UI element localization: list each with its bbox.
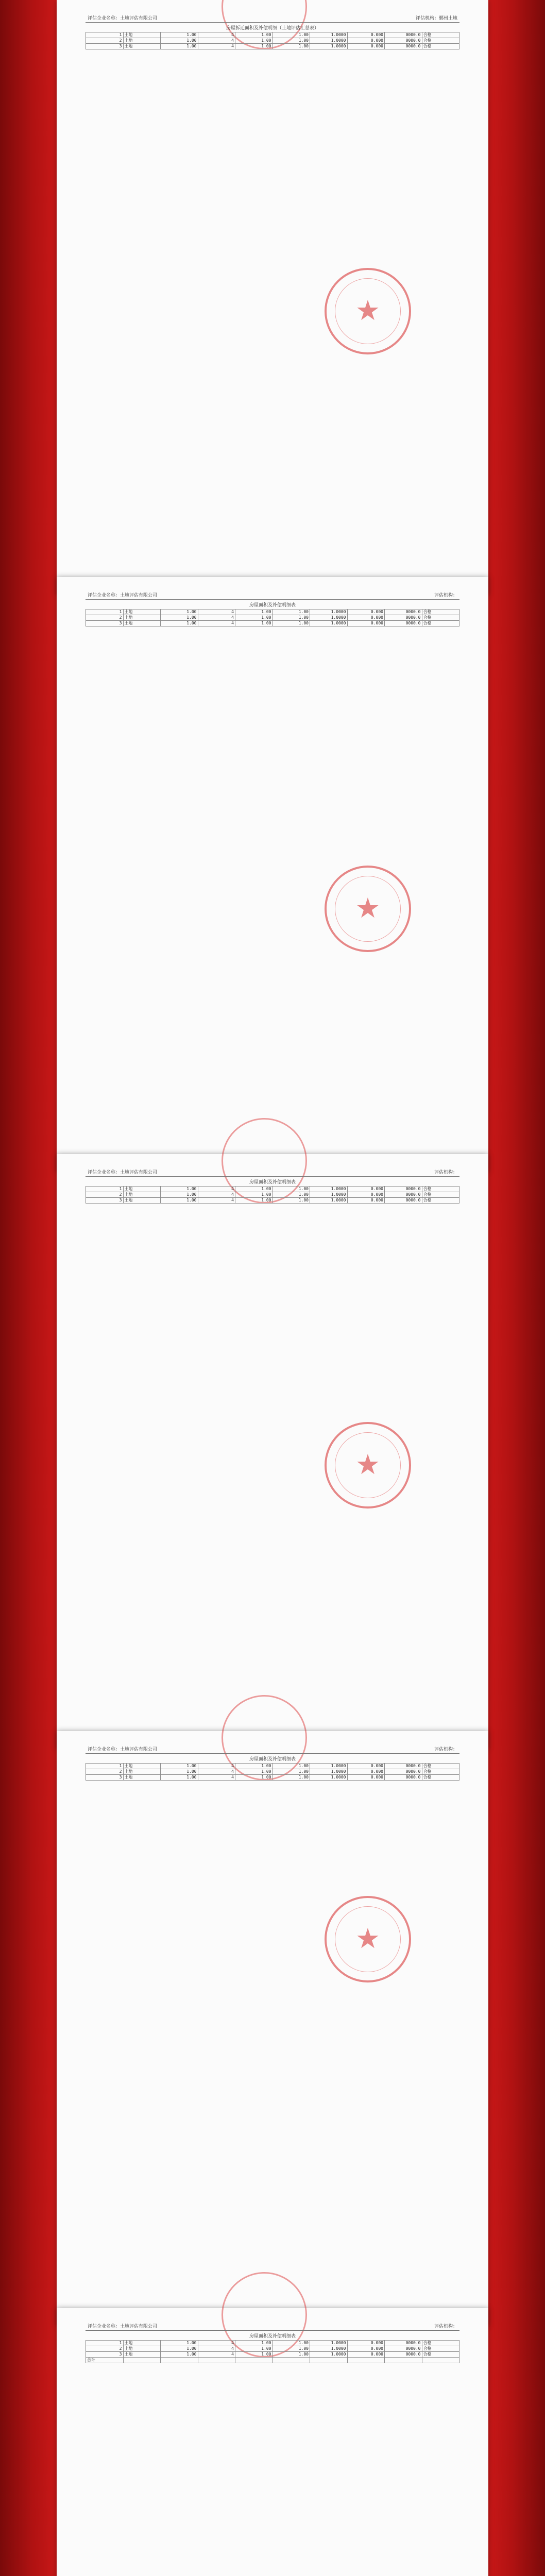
table-row (86, 621, 459, 626)
table-cell: 1.0000 (310, 1775, 348, 1781)
page-content (86, 590, 459, 626)
table-cell: 1.00 (272, 2352, 310, 2358)
table-cell: 合格 (422, 621, 459, 626)
table-cell: 土地 (123, 2352, 161, 2358)
table-cell: 4 (198, 1775, 235, 1781)
table-cell: 0000.0 (385, 2341, 422, 2346)
page-header (86, 1167, 459, 1177)
table-cell: 0.000 (347, 1187, 385, 1192)
table-cell: 合格 (422, 1775, 459, 1781)
table-cell: 0000.0 (385, 32, 422, 38)
table-cell: 4 (198, 1769, 235, 1775)
table-cell: 1.0000 (310, 615, 348, 621)
table-cell: 1.00 (272, 38, 310, 44)
table-row (86, 44, 459, 49)
table-cell: 1.00 (272, 2341, 310, 2346)
table-cell: 1.00 (235, 615, 273, 621)
table-cell: 1.00 (235, 44, 273, 49)
table-body (86, 609, 459, 626)
table-cell: 3 (86, 621, 124, 626)
table-cell: 0000.0 (385, 2352, 422, 2358)
table-cell: 1.00 (161, 2341, 198, 2346)
table-cell: 1.00 (235, 1198, 273, 1204)
table-cell: 1.00 (235, 1764, 273, 1769)
table-cell: 土地 (123, 38, 161, 44)
page-header (86, 590, 459, 600)
page-title: 房屋面积及补偿明细表 (249, 2334, 296, 2339)
seal-stamp (325, 866, 411, 952)
table-cell: 土地 (123, 1192, 161, 1198)
table-row (86, 1775, 459, 1781)
table-row (86, 1764, 459, 1769)
table-cell: 1.00 (161, 32, 198, 38)
table-cell: 0.000 (347, 38, 385, 44)
table-body (86, 32, 459, 49)
data-table (86, 32, 459, 49)
table-cell: 1.00 (235, 2352, 273, 2358)
table-cell: 2 (86, 1192, 124, 1198)
table-cell: 合计 (86, 2358, 124, 2363)
table-cell: 2 (86, 2346, 124, 2352)
table-cell: 4 (198, 2341, 235, 2346)
data-table (86, 1186, 459, 1204)
page-header (86, 2321, 459, 2331)
table-cell: 土地 (123, 615, 161, 621)
page-content (86, 1744, 459, 1781)
table-cell: 土地 (123, 1187, 161, 1192)
table-cell: 1.00 (235, 2341, 273, 2346)
table-cell: 0000.0 (385, 1764, 422, 1769)
table-total-row (86, 2358, 459, 2363)
page-content (86, 13, 459, 49)
table-row (86, 2341, 459, 2346)
table-cell: 合格 (422, 2346, 459, 2352)
table-cell: 2 (86, 38, 124, 44)
table-cell: 1.00 (235, 2346, 273, 2352)
table-row (86, 38, 459, 44)
table-cell: 1.00 (272, 1187, 310, 1192)
table-cell: 1.0000 (310, 2341, 348, 2346)
table-cell (235, 2358, 273, 2363)
table-cell: 1.0000 (310, 44, 348, 49)
table-cell: 0.000 (347, 615, 385, 621)
table-cell: 1.00 (161, 1187, 198, 1192)
table-cell: 土地 (123, 44, 161, 49)
header-right: 评估机构： (434, 593, 457, 598)
seal-stamp (325, 1422, 411, 1509)
table-cell: 1.00 (272, 1198, 310, 1204)
page-header (86, 1744, 459, 1754)
table-footer (86, 2358, 459, 2363)
header-right: 评估机构： (434, 1170, 457, 1175)
table-cell: 1.00 (235, 1769, 273, 1775)
table-cell: 1 (86, 1764, 124, 1769)
table-cell: 0.000 (347, 2341, 385, 2346)
table-cell: 4 (198, 609, 235, 615)
table-cell: 3 (86, 1198, 124, 1204)
table-cell: 0000.0 (385, 1198, 422, 1204)
table-cell: 合格 (422, 1764, 459, 1769)
table-cell: 土地 (123, 1769, 161, 1775)
table-cell: 2 (86, 1769, 124, 1775)
table-cell: 0.000 (347, 1192, 385, 1198)
table-cell: 1.00 (235, 1192, 273, 1198)
table-cell: 0000.0 (385, 615, 422, 621)
table-cell: 0000.0 (385, 621, 422, 626)
table-cell: 0000.0 (385, 1775, 422, 1781)
table-cell: 1.00 (272, 615, 310, 621)
table-cell: 合格 (422, 609, 459, 615)
table-cell: 0000.0 (385, 38, 422, 44)
table-cell: 1.00 (161, 38, 198, 44)
table-cell: 土地 (123, 1198, 161, 1204)
table-cell: 4 (198, 2352, 235, 2358)
table-cell: 1.0000 (310, 621, 348, 626)
table-row (86, 609, 459, 615)
table-cell: 0000.0 (385, 1769, 422, 1775)
page-content (86, 1167, 459, 1204)
table-cell: 0.000 (347, 1769, 385, 1775)
star-icon: ★ (355, 294, 381, 327)
table-cell: 1.00 (161, 2346, 198, 2352)
table-row (86, 615, 459, 621)
table-cell: 土地 (123, 2341, 161, 2346)
document-page-1 (57, 0, 488, 595)
page-title: 房屋面积及补偿明细表 (249, 603, 296, 608)
table-body (86, 2341, 459, 2358)
table-cell: 1.00 (235, 609, 273, 615)
table-cell: 0000.0 (385, 44, 422, 49)
table-cell: 1.00 (235, 1775, 273, 1781)
table-row (86, 2352, 459, 2358)
table-cell: 0000.0 (385, 609, 422, 615)
table-cell: 1.00 (161, 615, 198, 621)
document-page-4 (57, 1731, 488, 2326)
table-cell (310, 2358, 348, 2363)
table-cell: 合格 (422, 1769, 459, 1775)
data-table (86, 1763, 459, 1781)
table-body (86, 1764, 459, 1781)
header-right: 评估机构： (434, 1747, 457, 1752)
table-cell: 1.0000 (310, 1192, 348, 1198)
table-cell (385, 2358, 422, 2363)
table-row (86, 32, 459, 38)
table-cell: 0.000 (347, 44, 385, 49)
table-cell (123, 2358, 161, 2363)
document-page-5 (57, 2308, 488, 2576)
table-cell: 4 (198, 1764, 235, 1769)
table-cell: 1.0000 (310, 1187, 348, 1192)
table-cell: 合格 (422, 38, 459, 44)
page-content (86, 2321, 459, 2363)
table-cell: 0.000 (347, 1198, 385, 1204)
table-cell: 合格 (422, 2352, 459, 2358)
table-cell: 土地 (123, 2346, 161, 2352)
table-cell: 3 (86, 1775, 124, 1781)
table-cell: 1.00 (272, 609, 310, 615)
table-cell: 1.00 (161, 1198, 198, 1204)
document-page-3 (57, 1154, 488, 1749)
page-title: 房屋面积及补偿明细表 (249, 1757, 296, 1762)
table-cell: 0.000 (347, 1764, 385, 1769)
table-body (86, 1187, 459, 1204)
seal-stamp (325, 1896, 411, 1982)
star-icon: ★ (355, 891, 381, 924)
table-cell: 1.00 (272, 621, 310, 626)
table-cell (272, 2358, 310, 2363)
table-cell: 1.00 (235, 38, 273, 44)
table-row (86, 1192, 459, 1198)
table-cell: 1.0000 (310, 2352, 348, 2358)
data-table (86, 609, 459, 626)
table-cell: 1.00 (161, 2352, 198, 2358)
table-cell: 1.00 (235, 1187, 273, 1192)
table-cell: 4 (198, 44, 235, 49)
table-cell: 1 (86, 2341, 124, 2346)
table-row (86, 1198, 459, 1204)
table-row (86, 1769, 459, 1775)
header-company: 评估企业名称：土地评估有限公司 (88, 16, 158, 21)
table-cell: 土地 (123, 609, 161, 615)
table-cell: 0.000 (347, 621, 385, 626)
table-cell: 1.00 (161, 1192, 198, 1198)
table-cell: 3 (86, 2352, 124, 2358)
table-cell (161, 2358, 198, 2363)
table-cell: 0000.0 (385, 1192, 422, 1198)
table-cell: 1 (86, 32, 124, 38)
table-cell: 0.000 (347, 609, 385, 615)
table-cell: 1.00 (272, 1769, 310, 1775)
star-icon: ★ (355, 1922, 381, 1955)
table-cell: 1.0000 (310, 32, 348, 38)
table-cell: 合格 (422, 1187, 459, 1192)
table-cell: 4 (198, 32, 235, 38)
table-cell: 合格 (422, 2341, 459, 2346)
table-cell: 0.000 (347, 2352, 385, 2358)
table-cell: 4 (198, 38, 235, 44)
table-cell: 1.0000 (310, 1764, 348, 1769)
table-cell: 1.0000 (310, 2346, 348, 2352)
table-cell: 土地 (123, 1764, 161, 1769)
table-cell: 土地 (123, 1775, 161, 1781)
table-cell: 4 (198, 1187, 235, 1192)
table-cell: 3 (86, 44, 124, 49)
table-cell: 1.00 (235, 621, 273, 626)
table-row (86, 2346, 459, 2352)
seal-stamp (325, 268, 411, 354)
table-cell: 合格 (422, 1192, 459, 1198)
table-cell (198, 2358, 235, 2363)
table-cell: 1 (86, 1187, 124, 1192)
table-cell: 土地 (123, 621, 161, 626)
header-right: 评估机构： (434, 2324, 457, 2329)
table-cell: 1.00 (161, 609, 198, 615)
table-cell: 0000.0 (385, 1187, 422, 1192)
header-right: 评估机构：鄞州土地 (415, 16, 457, 21)
table-cell (422, 2358, 459, 2363)
table-cell: 合格 (422, 44, 459, 49)
table-cell: 1.00 (272, 1775, 310, 1781)
table-cell: 1.00 (161, 1769, 198, 1775)
table-cell: 0000.0 (385, 2346, 422, 2352)
table-cell: 2 (86, 615, 124, 621)
header-company: 评估企业名称：土地评估有限公司 (88, 1170, 158, 1175)
table-cell: 0.000 (347, 2346, 385, 2352)
table-cell: 合格 (422, 615, 459, 621)
header-company: 评估企业名称：土地评估有限公司 (88, 2324, 158, 2329)
table-cell: 1.00 (272, 1192, 310, 1198)
header-company: 评估企业名称：土地评估有限公司 (88, 593, 158, 598)
document-page-2 (57, 577, 488, 1172)
data-table (86, 2340, 459, 2363)
table-cell: 0.000 (347, 32, 385, 38)
table-cell: 4 (198, 2346, 235, 2352)
table-cell: 合格 (422, 1198, 459, 1204)
table-cell (347, 2358, 385, 2363)
table-cell: 合格 (422, 32, 459, 38)
table-cell: 1.00 (272, 32, 310, 38)
table-cell: 1 (86, 609, 124, 615)
table-cell: 1.00 (161, 1775, 198, 1781)
star-icon: ★ (355, 1448, 381, 1481)
header-company: 评估企业名称：土地评估有限公司 (88, 1747, 158, 1752)
table-cell: 1.00 (235, 32, 273, 38)
table-cell: 1.00 (161, 621, 198, 626)
table-cell: 1.0000 (310, 609, 348, 615)
table-cell: 1.00 (272, 44, 310, 49)
page-header (86, 13, 459, 23)
table-cell: 1.00 (272, 2346, 310, 2352)
table-cell: 4 (198, 615, 235, 621)
table-cell: 土地 (123, 32, 161, 38)
table-cell: 1.0000 (310, 38, 348, 44)
table-cell: 1.00 (272, 1764, 310, 1769)
page-title: 房屋面积及补偿明细表 (249, 1180, 296, 1185)
page-title: 房屋拆迁面积及补偿明细（土地评估汇总表） (226, 26, 319, 31)
table-row (86, 1187, 459, 1192)
table-cell: 0.000 (347, 1775, 385, 1781)
table-cell: 1.0000 (310, 1769, 348, 1775)
table-cell: 1.0000 (310, 1198, 348, 1204)
table-cell: 1.00 (161, 1764, 198, 1769)
table-cell: 4 (198, 1192, 235, 1198)
table-cell: 4 (198, 1198, 235, 1204)
table-cell: 1.00 (161, 44, 198, 49)
table-cell: 4 (198, 621, 235, 626)
